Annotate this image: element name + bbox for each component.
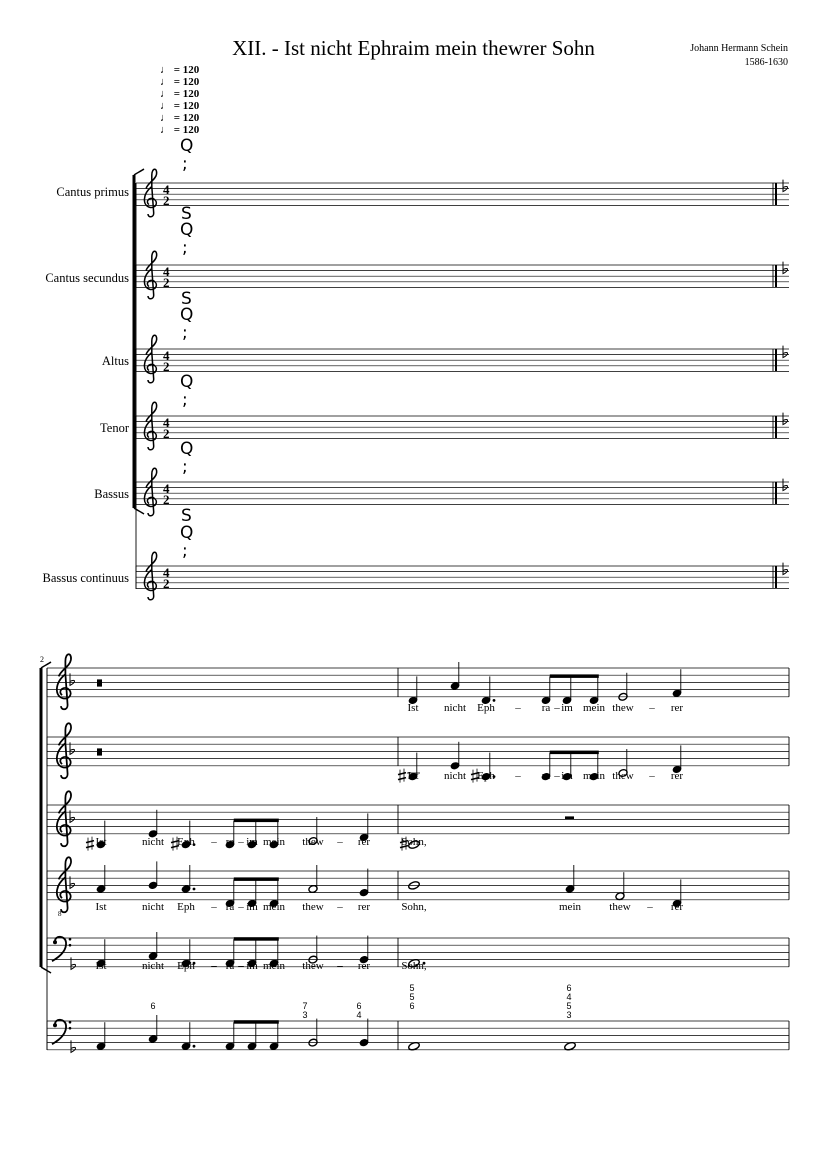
note [96,865,106,893]
note [562,676,572,704]
note [359,869,369,897]
lyric-syllable: mein [583,702,605,714]
note [148,932,158,960]
staff [136,416,789,438]
lyric-syllable: mein [263,960,285,972]
breve-rest [97,679,102,686]
lyric-syllable: Ist [95,960,107,972]
lyric-syllable: – [554,702,560,714]
staff [47,805,789,834]
lyric-syllable: – [238,901,244,913]
stray-semicolon-glyph: ; [182,541,188,561]
bass-clef-icon [52,937,71,961]
lyric-syllable: nicht [142,901,164,913]
time-signature-denominator: 2 [163,359,170,374]
stray-semicolon-glyph: ; [182,390,188,410]
time-signature-denominator: 2 [163,193,170,208]
lyric-syllable: thew [612,770,634,782]
bass-clef-icon [52,1020,71,1044]
stray-q-glyph: Q [180,439,194,459]
figured-bass-figure [302,1002,307,1020]
lyric-syllable: im [246,960,258,972]
staff [47,737,789,766]
lyric-syllable: thew [609,901,631,913]
lyric-syllable: – [649,702,655,714]
stray-q-glyph: Q [180,523,194,543]
half-rest [565,816,574,819]
lyric-syllable: – [238,836,244,848]
stray-semicolon-glyph: ; [182,457,188,477]
lyric-syllable: rer [670,901,684,913]
staff [136,349,789,371]
treble-clef-icon [144,169,156,217]
lyric-syllable: thew [302,836,324,848]
tempo-mark: ♩ = 120 [160,76,200,88]
figured-bass-figure [150,1002,155,1011]
bracket-hook [134,508,144,514]
figure-digit: 3 [302,1010,308,1020]
time-signature-numerator: 4 [163,415,170,430]
note-beam [234,877,279,881]
figure-digit: 4 [356,1010,362,1020]
staff [136,183,789,205]
lyric-syllable: – [647,901,653,913]
note [181,865,191,893]
note [181,1022,191,1050]
lyric-syllable: rer [670,770,684,782]
flat-sign-icon [71,1040,76,1052]
instrument-name-cantus-secundus: Cantus secundus [45,271,129,285]
lyric-syllable: ra [225,836,235,848]
sharp-sign-icon [398,769,406,783]
note [481,676,491,704]
stray-q-glyph: Q [180,372,194,392]
augmentation-dot [193,1045,196,1048]
lyric-syllable: – [211,960,217,972]
lyric-syllable: rer [357,836,371,848]
time-signature-numerator: 4 [163,481,170,496]
time-signature-denominator: 2 [163,275,170,290]
lyric-syllable: im [246,901,258,913]
stray-s-glyph: S [181,289,192,309]
octave-marker: 8 [58,909,62,918]
time-signature-denominator: 2 [163,576,170,591]
figure-digit: 4 [566,992,572,1002]
lyric-syllable: Sohn, [401,960,427,972]
note [308,865,318,893]
time-signature-numerator: 4 [163,264,170,279]
tempo-mark: ♩ = 120 [160,100,200,112]
lyric-syllable: Sohn, [401,901,427,913]
lyric-syllable: ra [225,901,235,913]
flat-sign-icon [783,180,788,192]
lyric-syllable: nicht [444,702,466,714]
note [450,742,460,770]
flat-sign-icon [783,479,788,491]
measure-number: 2 [40,655,44,664]
note [96,1022,106,1050]
lyric-syllable: mein [583,770,605,782]
lyric-syllable: mein [263,901,285,913]
lyric-syllable: ra [225,960,235,972]
staff [47,1021,789,1050]
lyric-syllable: thew [302,901,324,913]
tempo-mark: ♩ = 120 [160,112,200,124]
stray-semicolon-glyph: ; [182,323,188,343]
note [148,1015,158,1043]
figure-digit: 5 [566,1001,572,1011]
lyric-syllable: – [337,836,343,848]
lyric-syllable: – [337,901,343,913]
note-beam [234,937,279,941]
note-beam [550,674,599,678]
lyric-syllable: Ist [407,770,419,782]
lyric-syllable: im [561,702,573,714]
staff [136,566,789,588]
instrument-name-bassus-continuus: Bassus continuus [42,571,129,585]
note [565,865,575,893]
score-title: XII. - Ist nicht Ephraim mein thewrer Sohn [232,36,595,60]
time-signature-denominator: 2 [163,492,170,507]
flat-sign-icon [783,262,788,274]
lyric-syllable: im [561,770,573,782]
note-beam [550,751,599,755]
staff [136,265,789,287]
flat-sign-icon [783,346,788,358]
staff [136,482,789,504]
time-signature-numerator: 4 [163,565,170,580]
tempo-mark: ♩ = 120 [160,88,200,100]
figure-digit: 6 [566,983,572,993]
lyric-syllable: nicht [142,836,164,848]
treble-clef-icon [57,791,71,846]
lyric-syllable: thew [612,702,634,714]
note [148,810,158,838]
note [672,669,682,697]
figure-digit: 7 [302,1001,308,1011]
lyric-syllable: – [211,901,217,913]
note [541,676,551,704]
instrument-name-bassus: Bassus [94,487,129,501]
flat-sign-icon [783,563,788,575]
instrument-name-altus: Altus [101,354,129,368]
lyric-syllable: Ist [95,901,107,913]
stray-s-glyph: S [181,506,192,526]
lyric-syllable: – [515,770,521,782]
lyric-syllable: – [211,836,217,848]
treble-clef-icon [144,335,156,383]
lyric-syllable: Eph [177,901,195,913]
figure-digit: 5 [409,983,415,993]
breve-rest [97,748,102,755]
bracket-hook [134,169,144,175]
composer-dates: 1586-1630 [744,57,788,68]
figure-digit: 6 [150,1001,156,1011]
note-beam [234,1020,279,1024]
system-1 [134,169,789,600]
stray-s-glyph: S [181,204,192,224]
instrument-name-cantus-primus: Cantus primus [56,185,129,199]
composer-name: Johann Hermann Schein [690,43,788,54]
lyric-syllable: mein [263,836,285,848]
lyric-syllable: mein [559,901,581,913]
note [225,1022,235,1050]
lyric-syllable: – [554,770,560,782]
note [269,1022,279,1050]
lyric-syllable: Eph [177,836,195,848]
lyric-syllable: nicht [444,770,466,782]
treble-clef-icon [57,723,71,778]
lyric-syllable: ra [541,770,551,782]
treble-clef-icon [57,654,71,709]
figured-bass-figure [409,984,414,1011]
stray-q-glyph: Q [180,136,194,156]
note [148,861,158,889]
note [450,662,460,690]
figure-digit: 6 [409,1001,415,1011]
lyric-syllable: Ist [407,702,419,714]
figured-bass-figure [356,1002,361,1020]
lyric-syllable: ra [541,702,551,714]
figured-bass-figure [566,984,571,1020]
note [589,676,599,704]
lyric-syllable: Eph [477,702,495,714]
stray-semicolon-glyph: ; [182,238,188,258]
figure-digit: 6 [356,1001,362,1011]
note [359,1019,369,1047]
stray-q-glyph: Q [180,220,194,240]
bracket-hook [41,662,51,668]
lyric-syllable: Sohn, [401,836,427,848]
lyric-syllable: Eph [477,770,495,782]
note [615,872,625,900]
note [408,676,418,704]
treble-clef-icon [144,552,156,600]
treble-clef-icon [144,468,156,516]
time-signature-numerator: 4 [163,182,170,197]
figure-digit: 5 [409,992,415,1002]
tempo-mark: ♩ = 120 [160,64,200,76]
time-signature-numerator: 4 [163,348,170,363]
note-beam [234,819,279,823]
lyric-syllable: – [337,960,343,972]
time-signature-denominator: 2 [163,426,170,441]
stray-semicolon-glyph: ; [182,154,188,174]
stray-q-glyph: Q [180,305,194,325]
flat-sign-icon [783,413,788,425]
augmentation-dot [193,888,196,891]
tempo-mark: ♩ = 120 [160,124,200,136]
lyric-syllable: – [649,770,655,782]
lyric-syllable: rer [670,702,684,714]
treble-clef-icon [57,857,71,912]
figure-digit: 3 [566,1010,572,1020]
bracket-hook [41,967,51,973]
lyric-syllable: rer [357,901,371,913]
instrument-name-tenor: Tenor [100,421,129,435]
lyric-syllable: – [515,702,521,714]
treble-clef-icon [144,402,156,450]
lyric-syllable: thew [302,960,324,972]
treble-clef-icon [144,251,156,299]
staff [47,871,789,900]
lyric-syllable: rer [357,960,371,972]
lyric-syllable: nicht [142,960,164,972]
flat-sign-icon [71,957,76,969]
lyric-syllable: Eph [177,960,195,972]
note [247,1022,257,1050]
sharp-sign-icon [86,837,94,851]
lyric-syllable: Ist [95,836,107,848]
lyric-syllable: im [246,836,258,848]
lyric-syllable: – [238,960,244,972]
